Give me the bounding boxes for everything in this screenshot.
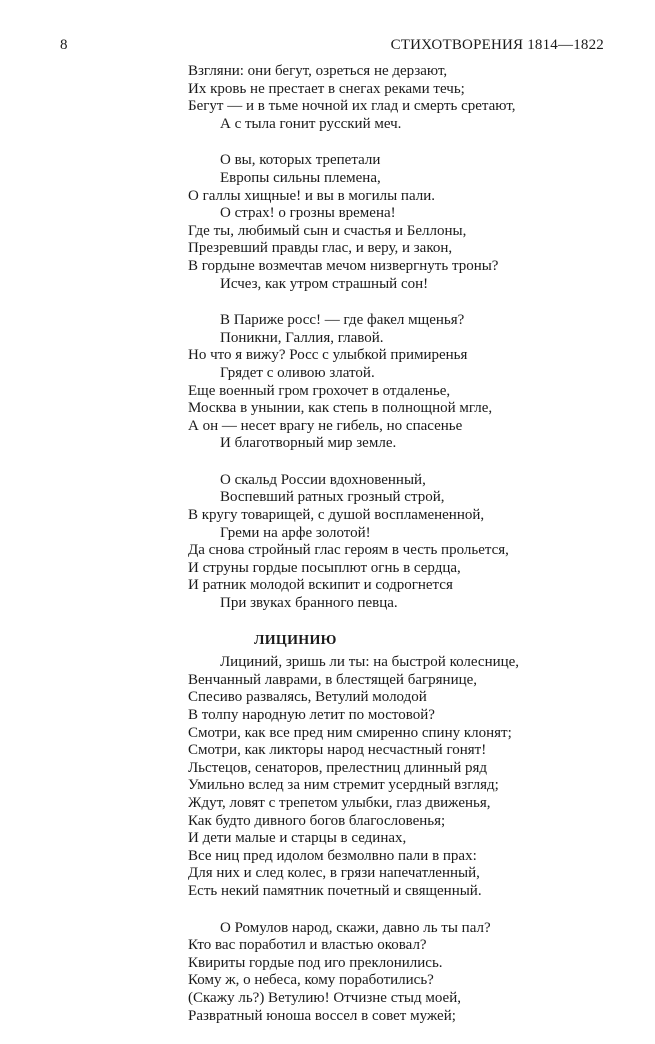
page-number: 8 xyxy=(60,37,68,53)
verse-line: В гордыне возмечтав мечом низвергнуть троны? xyxy=(188,257,499,274)
verse-line: Исчез, как утром страшный сон! xyxy=(220,275,429,292)
verse-line: Но что я вижу? Росс с улыбкой примиренья xyxy=(188,347,468,364)
verse-line: Взгляни: они бегут, озреться не дерзают, xyxy=(188,63,448,79)
verse-line: Европы сильны племена, xyxy=(220,169,381,186)
verse-line: Где ты, любимый сын и счастья и Беллоны, xyxy=(188,222,467,239)
poem-title: ЛИЦИНИЮ xyxy=(254,632,337,648)
verse-line: Воспевший ратных грозный строй, xyxy=(220,489,445,506)
running-head: СТИХОТВОРЕНИЯ 1814—1822 xyxy=(390,37,604,53)
verse-line: А с тыла гонит русский меч. xyxy=(220,115,402,132)
verse-line: О вы, которых трепетали xyxy=(220,152,381,169)
stanza xyxy=(188,152,628,293)
verse-line: Кому ж, о небеса, кому поработились? xyxy=(188,972,434,989)
verse-line: В кругу товарищей, с душой воспламененной, xyxy=(188,507,485,524)
verse-line: Для них и след колес, в грязи напечатленный, xyxy=(188,865,480,882)
verse-line: А он — несет врагу не гибель, но спасенье xyxy=(188,417,463,434)
verse-line: И благотворный мир земле. xyxy=(220,435,397,452)
verse-line: И дети малые и старцы в сединах, xyxy=(188,830,407,847)
verse-line: Спесиво развалясь, Ветулий молодой xyxy=(188,689,427,706)
verse-line: О страх! о грозны времена! xyxy=(220,205,396,222)
verse-line: Бегут — и в тьме ночной их глад и смерть сретают, xyxy=(188,98,516,115)
verse-line: Презревший правды глас, и веру, и закон, xyxy=(188,240,453,257)
verse-line: И ратник молодой вскипит и содрогнется xyxy=(188,577,453,594)
verse-line: Смотри, как все пред ним смиренно спину клонят; xyxy=(188,724,512,741)
stanza xyxy=(188,654,628,900)
verse-line: О скальд России вдохновенный, xyxy=(220,471,426,488)
verse-line: (Скажу ль?) Ветулию! Отчизне стыд моей, xyxy=(188,989,461,1006)
verse-line: Все ниц пред идолом безмолвно пали в прах: xyxy=(188,847,477,864)
verse-line: В толпу народную летит по мостовой? xyxy=(188,707,435,723)
verse-line: Их кровь не престает в снегах реками течь; xyxy=(188,80,465,97)
verse-line: При звуках бранного певца. xyxy=(220,595,398,612)
stanza xyxy=(188,312,628,453)
verse-line: Развратный юноша воссел в совет мужей; xyxy=(188,1007,456,1024)
verse-line: Да снова стройный глас героям в честь прольется, xyxy=(188,542,509,559)
verse-line: О галлы хищные! и вы в могилы пали. xyxy=(188,187,435,204)
verse-line: В Париже росс! — где факел мщенья? xyxy=(220,312,465,329)
poem-body xyxy=(188,63,628,1044)
verse-line: Льстецов, сенаторов, прелестниц длинный ряд xyxy=(188,759,488,776)
verse-line: О Ромулов народ, скажи, давно ль ты пал? xyxy=(220,919,491,936)
verse-line: Венчанный лаврами, в блестящей багрянице, xyxy=(188,671,478,688)
verse-line: Ждут, ловят с трепетом улыбки, глаз движенья, xyxy=(188,794,491,811)
stanza xyxy=(188,920,628,1026)
verse-line: Есть некий памятник почетный и священный. xyxy=(188,882,482,899)
verse-line: Смотри, как ликторы народ несчастный гонят! xyxy=(188,742,487,759)
verse-line: Умильно вслед за ним стремит усердный взгляд; xyxy=(188,777,499,794)
verse-line: Еще военный гром грохочет в отдаленье, xyxy=(188,382,451,399)
verse-line: Как будто дивного богов благословенья; xyxy=(188,812,446,829)
verse-line: Поникни, Галлия, главой. xyxy=(220,329,384,346)
verse-line: Греми на арфе золотой! xyxy=(220,524,371,541)
verse-line: Лициний, зришь ли ты: на быстрой колеснице, xyxy=(220,654,520,671)
stanza xyxy=(188,472,628,613)
verse-line: Квириты гордые под иго преклонились. xyxy=(188,954,443,971)
verse-line: И струны гордые посыплют огнь в сердца, xyxy=(188,559,461,576)
verse-line: Грядет с оливою златой. xyxy=(220,364,375,381)
verse-line: Кто вас поработил и властью оковал? xyxy=(188,937,427,954)
verse-line: Москва в унынии, как степь в полнощной мгле, xyxy=(188,400,493,417)
stanza xyxy=(188,63,628,133)
